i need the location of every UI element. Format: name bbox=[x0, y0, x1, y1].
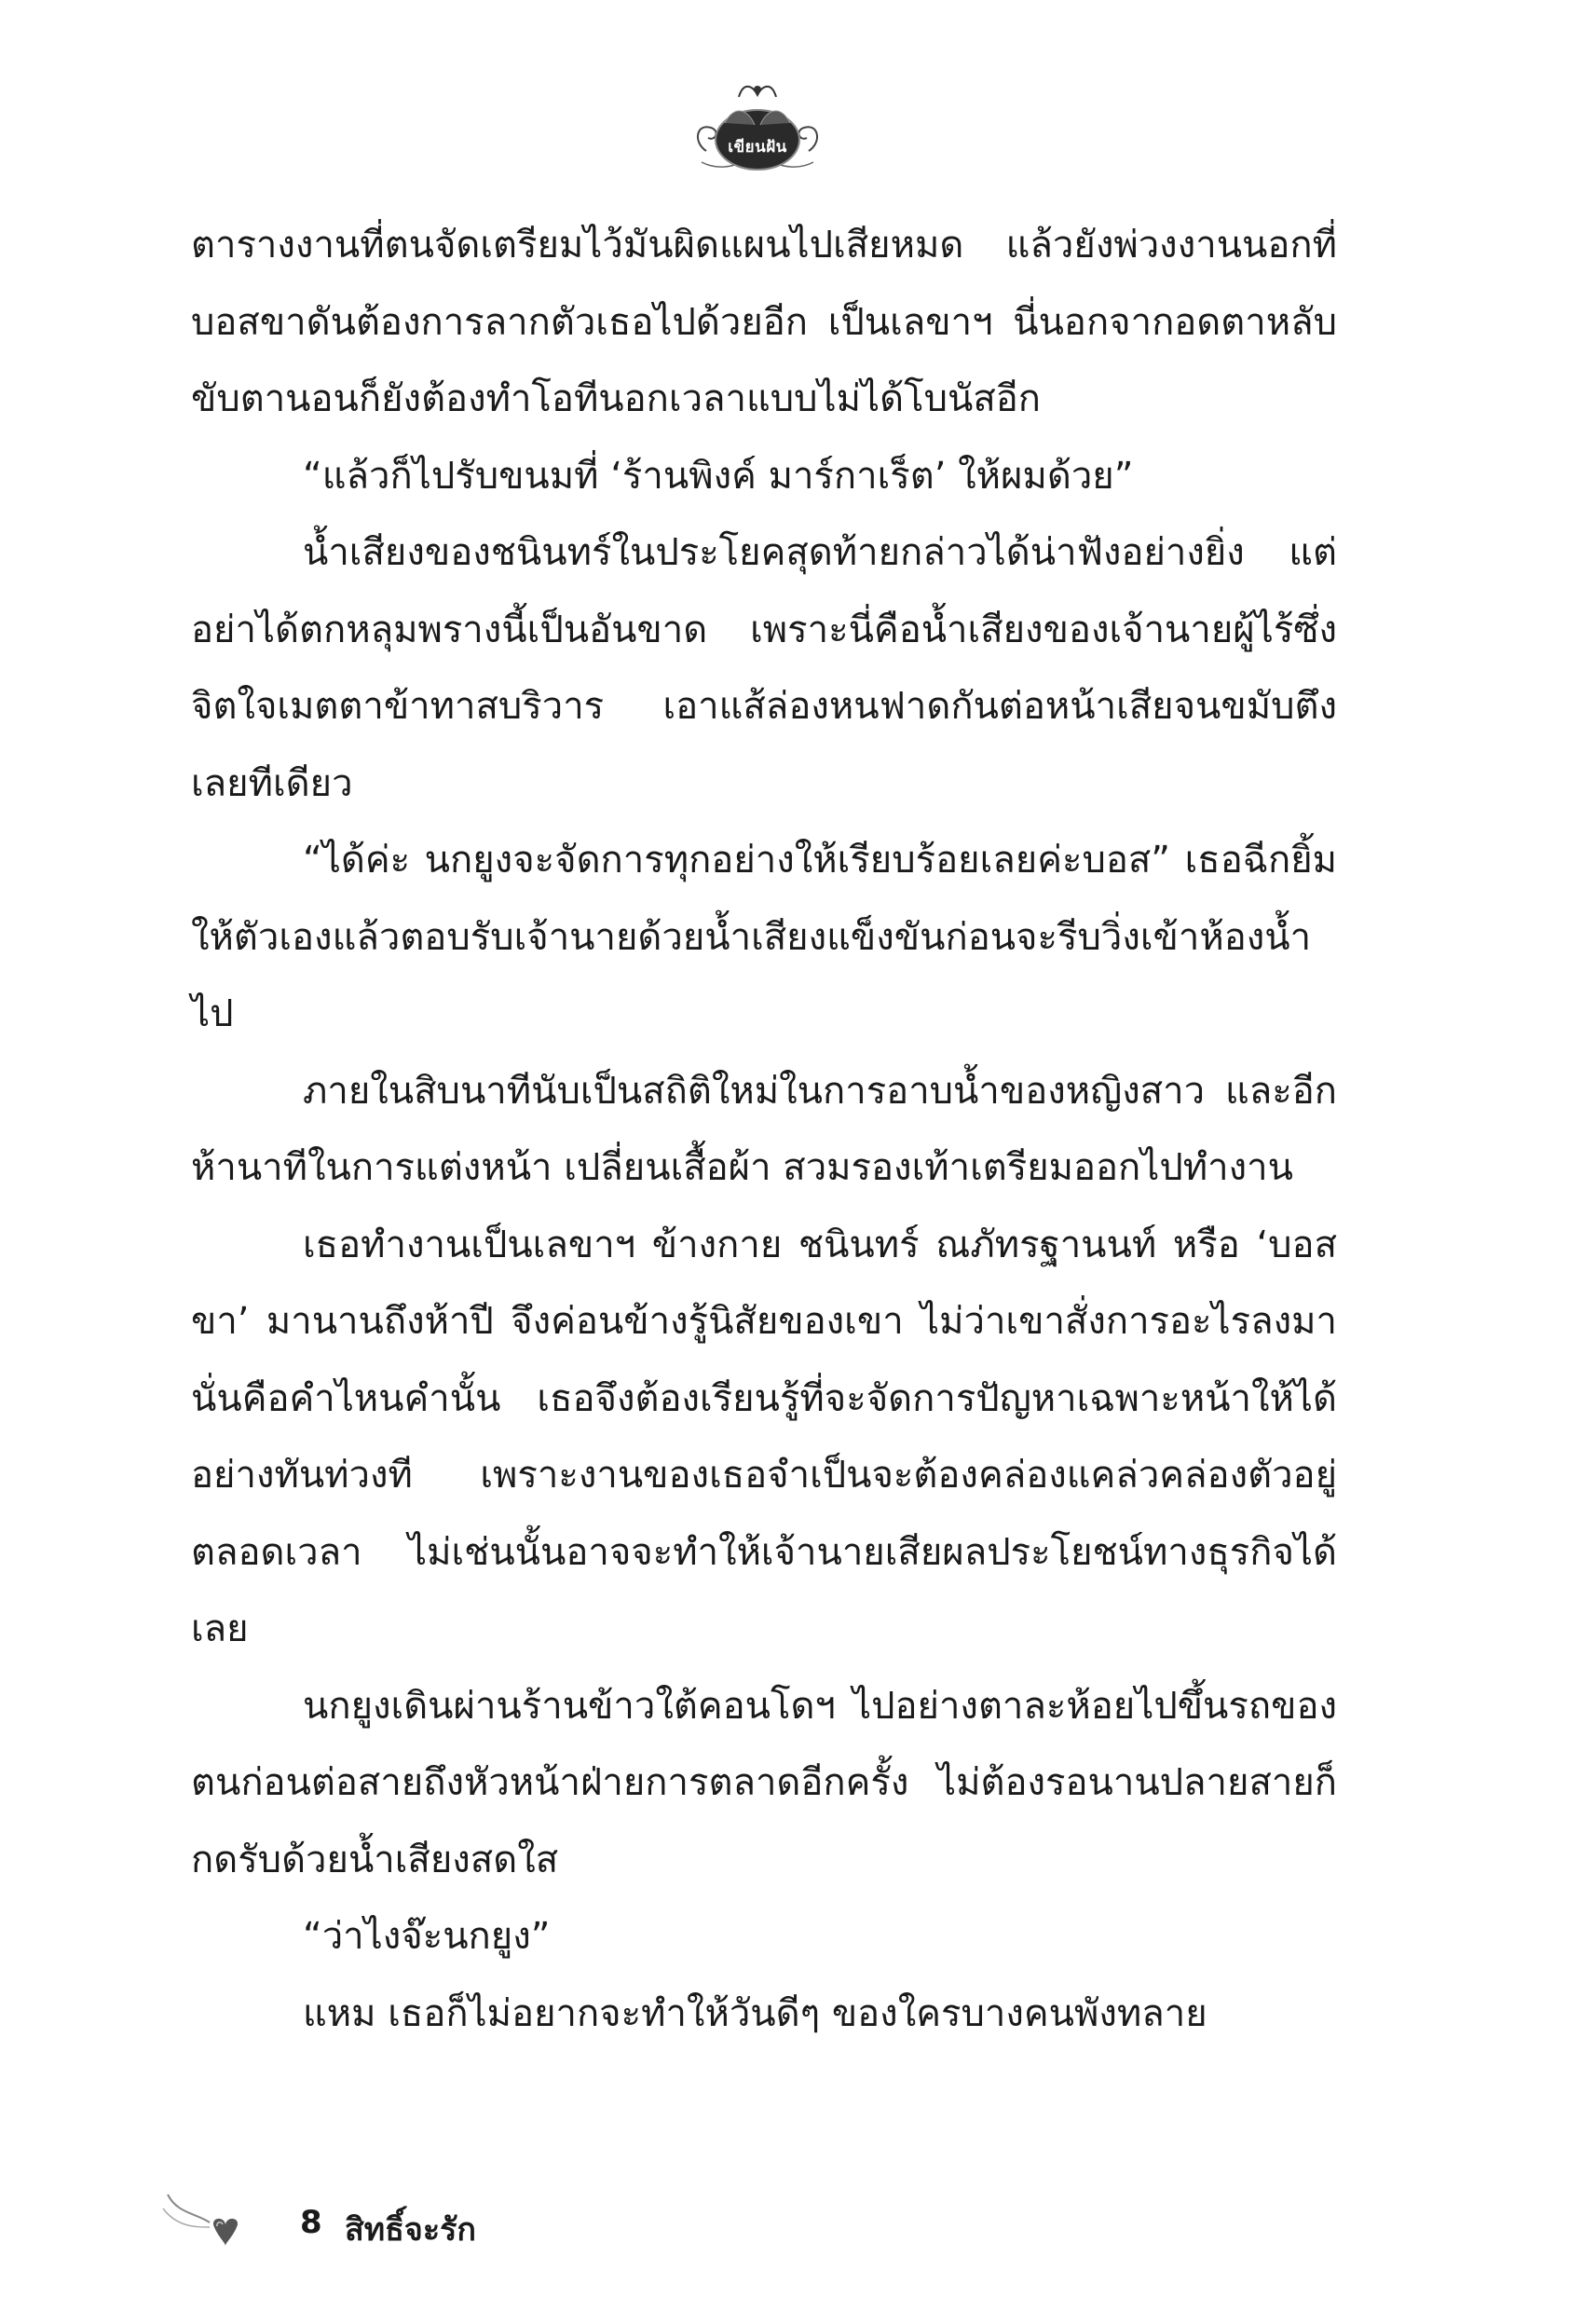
paragraph: เธอทำงานเป็นเลขาฯ ข้างกาย ชนินทร์ ณภัทรฐานนท์ หรือ ‘บอสขา’ มานานถึงห้าปี จึงค่อนข้างรู้นิสัยของเขา ไม่ว่าเขาสั่งการอะไรลงมานั่นคือคำไหนคำนั้น เธอจึงต้องเรียนรู้ที่จะจัดการปัญหาเฉพาะหน้าให้ได้อย่างทันท่วงที เพราะงานของเธอจำเป็นจะต้องคล่องแคล่วคล่องตัวอยู่ตลอดเวลา ไม่เช่นนั้นอาจจะทำให้เจ้านายเสียผลประโยชน์ทางธุรกิจได้เลย bbox=[191, 1223, 1337, 1650]
book-title: สิทธิ์จะรัก bbox=[345, 2211, 476, 2249]
paragraph: ภายในสิบนาทีนับเป็นสถิติใหม่ในการอาบน้ำของหญิงสาว และอีกห้านาทีในการแต่งหน้า เปลี่ยนเสื้อผ้า สวมรองเท้าเตรียมออกไปทำงาน bbox=[191, 1069, 1337, 1189]
ornamental-crest-icon bbox=[688, 76, 827, 179]
paragraph: นกยูงเดินผ่านร้านข้าวใต้คอนโดฯ ไปอย่างตาละห้อยไปขึ้นรถของตนก่อนต่อสายถึงหัวหน้าฝ่ายการตลาดอีกครั้ง ไม่ต้องรอนานปลายสายก็กดรับด้วยน้ำเสียงสดใส bbox=[191, 1684, 1337, 1881]
paragraph: ตารางงานที่ตนจัดเตรียมไว้มันผิดแผนไปเสียหมด แล้วยังพ่วงงานนอกที่บอสขาดันต้องการลากตัวเธอไปด้วยอีก เป็นเลขาฯ นี่นอกจากอดตาหลับขับตานอนก็ยังต้องทำโอทีนอกเวลาแบบไม่ได้โบนัสอีก bbox=[191, 224, 1337, 420]
paragraph: “แล้วก็ไปรับขนมที่ ‘ร้านพิงค์ มาร์กาเร็ต’ ให้ผมด้วย” bbox=[303, 454, 1134, 498]
page-number: 8 bbox=[300, 2204, 322, 2241]
heart-swirl-icon bbox=[158, 2176, 270, 2269]
logo-text: เขียนฝัน bbox=[728, 138, 787, 157]
paragraph: แหม เธอก็ไม่อยากจะทำให้วันดีๆ ของใครบางคนพังทลาย bbox=[303, 1991, 1207, 2035]
paragraph: น้ำเสียงของชนินทร์ในประโยคสุดท้ายกล่าวได้น่าฟังอย่างยิ่ง แต่อย่าได้ตกหลุมพรางนี้เป็นอันขาด เพราะนี่คือน้ำเสียงของเจ้านายผู้ไร้ซึ่งจิตใจเมตตาข้าทาสบริวาร เอาแส้ล่องหนฟาดกันต่อหน้าเสียจนขมับตึงเลยทีเดียว bbox=[191, 531, 1337, 805]
header-logo bbox=[688, 76, 827, 179]
body-text bbox=[191, 207, 1337, 2052]
page-footer bbox=[158, 2176, 717, 2278]
paragraph: “ว่าไงจ๊ะนกยูง” bbox=[303, 1915, 551, 1958]
paragraph: “ได้ค่ะ นกยูงจะจัดการทุกอย่างให้เรียบร้อยเลยค่ะบอส” เธอฉีกยิ้มให้ตัวเองแล้วตอบรับเจ้านายด้วยน้ำเสียงแข็งขันก่อนจะรีบวิ่งเข้าห้องน้ำไป bbox=[191, 839, 1337, 1035]
